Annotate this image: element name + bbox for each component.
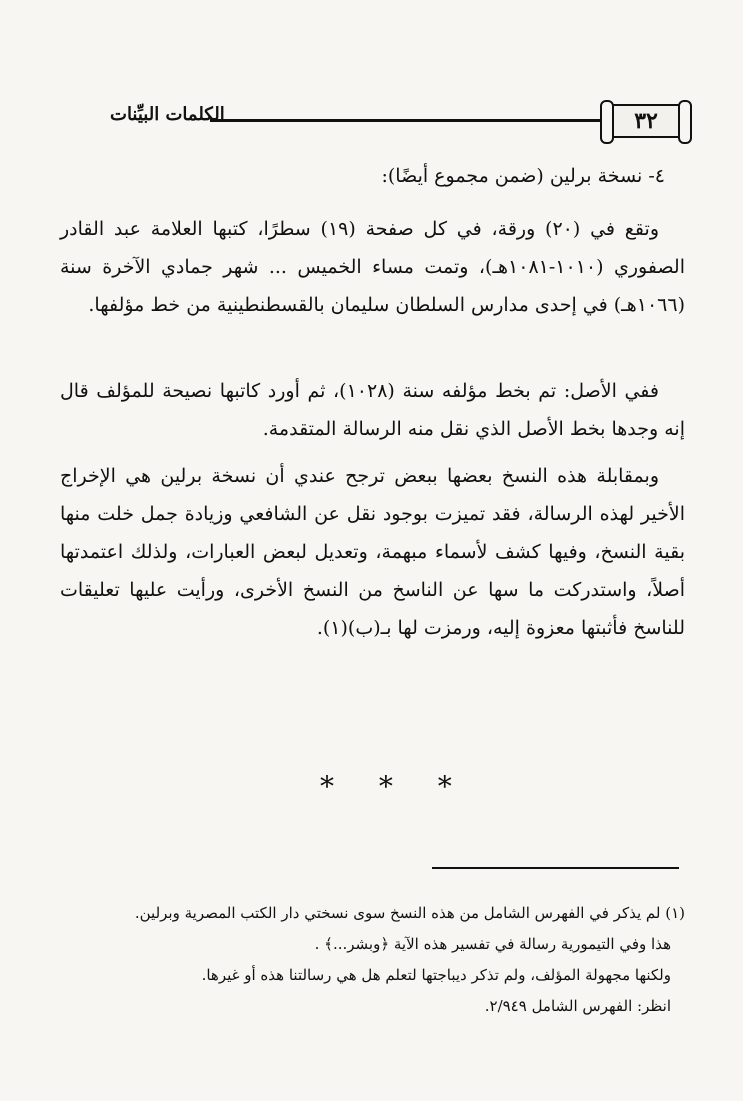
footnote-line-3: ولكنها مجهولة المؤلف، ولم تذكر ديباجتها لتعلم هل هي رسالتنا هذه أو غيرها. [201,966,671,984]
footnote-line-1: (١) لم يذكر في الفهرس الشامل من هذه النسخ سوى نسختي دار الكتب المصرية وبرلين. [134,904,685,922]
footnote-line-2: هذا وفي التيمورية رسالة في تفسير هذه الآية ﴿وبشر...﴾ . [314,935,671,953]
paragraph-3-text: وبمقابلة هذه النسخ بعضها ببعض ترجح عندي أن نسخة برلين هي الإخراج الأخير لهذه الرسالة، فقد تميزت بوجود نقل عن الشافعي وزيادة جمل خلت منها بقية النسخ، وفيها كشف لأسماء مبهمة، وتعديل لبعض العبارات، ولذلك اعتمدتها أصلاً، واستدركت ما سها عن الناسخ من النسخ الأخرى، ورأيت عليها تعليقات للناسخ فأثبتها معزوة إليه، ورمزت لها بـ(ب)(١). [60,465,685,639]
section-heading: ٤- نسخة برلين (ضمن مجموع أيضًا): [381,165,665,187]
section-separator: * * * [320,770,470,803]
header-rule [210,119,601,122]
footnote-rule [432,867,679,869]
book-title: الكلمات البيِّنات [110,104,225,125]
paragraph-2-text: ففي الأصل: تم بخط مؤلفه سنة (١٠٢٨)، ثم أورد كاتبها نصيحة للمؤلف قال إنه وجدها بخط الأصل الذي نقل منه الرسالة المتقدمة. [60,380,685,440]
paragraph-1 [60,210,685,324]
footnotes [55,898,685,1022]
paragraph-2 [60,372,685,448]
page-header [110,100,685,140]
paragraph-3 [60,457,685,647]
page-number: ٣٢ [607,104,685,138]
paragraph-1-text: وتقع في (٢٠) ورقة، في كل صفحة (١٩) سطرًا، كتبها العلامة عبد القادر الصفوري (١٠١٠-١٠٨١هـ)، وتمت مساء الخميس ... شهر جمادي الآخرة سنة (١٠٦٦هـ) في إحدى مدارس السلطان سليمان بالقسطنطينية من خط مؤلفها. [60,218,685,316]
footnote-line-4: انظر: الفهرس الشامل ٢/٩٤٩. [484,997,671,1015]
